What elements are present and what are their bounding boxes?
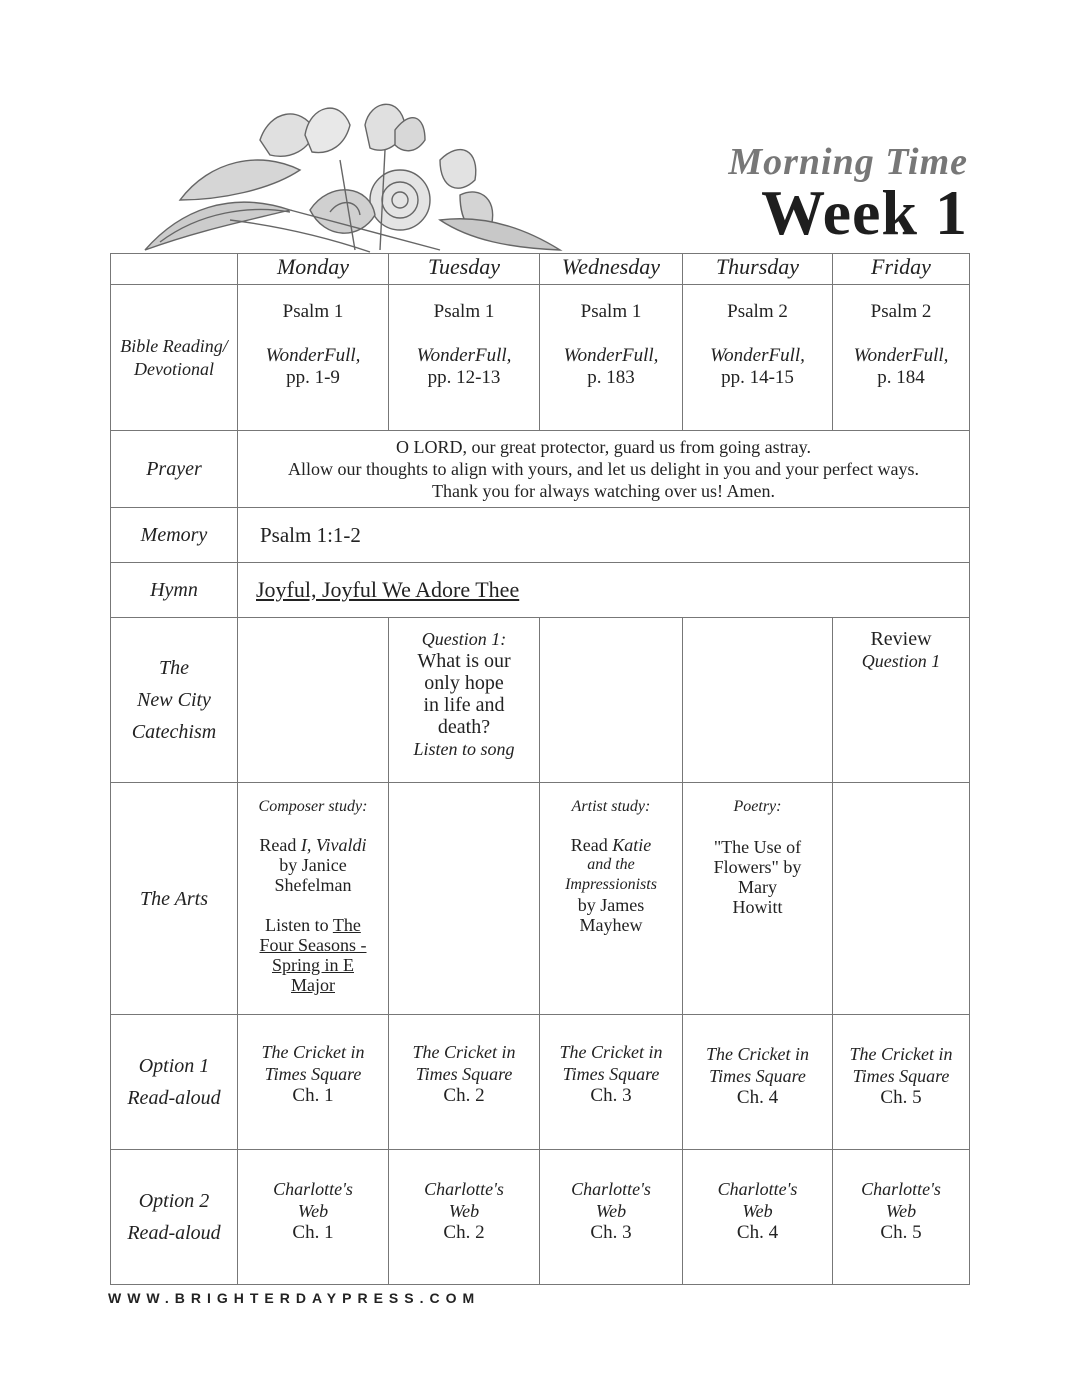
question-number: Question 1 bbox=[861, 651, 941, 671]
arts-cell-monday bbox=[238, 783, 389, 1015]
prayer-line: O LORD, our great protector, guard us from going astray. bbox=[395, 437, 811, 457]
book-title: Web bbox=[742, 1201, 773, 1221]
book-title: Charlotte's bbox=[273, 1179, 353, 1199]
pages-text: pp. 12-13 bbox=[427, 367, 501, 388]
row-label-line: Read-aloud bbox=[127, 1222, 221, 1244]
day-header-thursday: Thursday bbox=[683, 254, 833, 285]
catechism-cell-thursday bbox=[683, 618, 833, 783]
music-link[interactable]: The bbox=[332, 915, 361, 935]
chapter-text: Ch. 1 bbox=[292, 1085, 334, 1106]
book-title: Times Square bbox=[264, 1064, 362, 1084]
memory-verse: Psalm 1:1-2 bbox=[238, 508, 970, 563]
book-title: Charlotte's bbox=[424, 1179, 504, 1199]
row-label-line: Option 2 bbox=[138, 1190, 210, 1212]
day-header-wednesday: Wednesday bbox=[540, 254, 683, 285]
read-text: Read bbox=[259, 835, 301, 855]
poem-line: Mary bbox=[738, 877, 777, 897]
question-number: Question 1: bbox=[421, 629, 507, 649]
book-title: Times Square bbox=[852, 1066, 950, 1086]
author-line: by James bbox=[577, 895, 645, 915]
book-title: The Cricket in bbox=[261, 1042, 365, 1062]
page-title: Week 1 bbox=[761, 177, 968, 248]
pages-text: p. 183 bbox=[587, 367, 635, 388]
arts-listen-line bbox=[238, 915, 388, 935]
memory-row bbox=[111, 508, 970, 563]
psalm-text: Psalm 2 bbox=[727, 301, 788, 322]
bible-cell bbox=[238, 285, 389, 431]
question-line: death? bbox=[437, 716, 491, 738]
row-label-line: Read-aloud bbox=[127, 1087, 221, 1109]
arts-heading: Artist study: bbox=[571, 798, 651, 815]
row-label-line: Catechism bbox=[131, 721, 217, 743]
prayer-line: Thank you for always watching over us! Amen. bbox=[432, 481, 775, 501]
question-line: in life and bbox=[423, 694, 505, 716]
book-title: Web bbox=[448, 1201, 480, 1221]
pages-text: p. 184 bbox=[877, 367, 925, 388]
catechism-cell-monday bbox=[238, 618, 389, 783]
arts-cell-friday bbox=[833, 783, 970, 1015]
book-title: Charlotte's bbox=[571, 1179, 651, 1199]
floral-illustration bbox=[140, 100, 580, 255]
weekly-schedule-table bbox=[110, 253, 970, 1285]
option2-cell bbox=[238, 1150, 389, 1285]
prayer-row bbox=[111, 431, 970, 508]
row-label-line: The bbox=[159, 657, 189, 679]
bible-cell bbox=[833, 285, 970, 431]
book-title: Charlotte's bbox=[861, 1179, 941, 1199]
catechism-row bbox=[111, 618, 970, 783]
book-title: WonderFull, bbox=[563, 345, 659, 366]
option1-cell bbox=[238, 1015, 389, 1150]
row-label-catechism bbox=[111, 618, 238, 783]
row-label-option2 bbox=[111, 1150, 238, 1285]
catechism-cell-friday bbox=[833, 618, 970, 783]
option2-row bbox=[111, 1150, 970, 1285]
option2-cell bbox=[540, 1150, 683, 1285]
chapter-text: Ch. 2 bbox=[443, 1085, 485, 1106]
chapter-text: Ch. 5 bbox=[880, 1222, 922, 1243]
arts-row bbox=[111, 783, 970, 1015]
book-title: The Cricket in bbox=[706, 1044, 809, 1064]
pages-text: pp. 1-9 bbox=[286, 367, 340, 388]
author-line: Shefelman bbox=[274, 875, 352, 895]
question-line: only hope bbox=[424, 672, 504, 694]
book-title: The Cricket in bbox=[849, 1044, 953, 1064]
book-title: Web bbox=[297, 1201, 329, 1221]
pages-text: pp. 14-15 bbox=[721, 367, 794, 388]
book-title: WonderFull, bbox=[710, 345, 805, 366]
listen-text: Listen to bbox=[265, 915, 333, 935]
hymn-link[interactable]: Joyful, Joyful We Adore Thee bbox=[256, 577, 520, 602]
psalm-text: Psalm 2 bbox=[870, 301, 932, 322]
chapter-text: Ch. 3 bbox=[590, 1085, 632, 1106]
row-label-line: Bible Reading/ bbox=[120, 335, 228, 356]
book-title: The Cricket in bbox=[559, 1042, 663, 1062]
chapter-text: Ch. 1 bbox=[292, 1222, 334, 1243]
book-title: I, Vivaldi bbox=[300, 835, 367, 855]
book-title: WonderFull, bbox=[416, 345, 512, 366]
prayer-text bbox=[238, 431, 970, 508]
book-title: Times Square bbox=[709, 1066, 806, 1086]
book-title: Impressionists bbox=[565, 876, 657, 893]
option1-cell bbox=[683, 1015, 833, 1150]
row-label-bible bbox=[111, 285, 238, 431]
arts-heading: Poetry: bbox=[733, 798, 782, 815]
read-text: Read bbox=[570, 835, 613, 855]
book-title: Times Square bbox=[562, 1064, 660, 1084]
arts-read-line bbox=[238, 835, 388, 855]
chapter-text: Ch. 4 bbox=[736, 1087, 779, 1108]
hymn-row bbox=[111, 563, 970, 618]
row-label-line: Devotional bbox=[134, 358, 214, 379]
psalm-text: Psalm 1 bbox=[282, 301, 344, 322]
day-header-friday: Friday bbox=[833, 254, 970, 285]
corner-cell bbox=[111, 254, 238, 285]
poem-line: Howitt bbox=[732, 897, 783, 917]
option1-cell bbox=[540, 1015, 683, 1150]
music-link[interactable]: Four Seasons - bbox=[259, 935, 367, 955]
poem-line: Flowers" by bbox=[713, 857, 802, 877]
book-title: Times Square bbox=[415, 1064, 513, 1084]
option2-cell bbox=[389, 1150, 540, 1285]
book-title: WonderFull, bbox=[265, 345, 361, 366]
catechism-cell-tuesday bbox=[389, 618, 540, 783]
author-line: by Janice bbox=[279, 855, 347, 875]
arts-heading: Composer study: bbox=[258, 798, 368, 815]
book-title: Charlotte's bbox=[717, 1179, 798, 1199]
footer-url[interactable]: WWW.BRIGHTERDAYPRESS.COM bbox=[108, 1290, 481, 1306]
poem-line: "The Use of bbox=[713, 837, 802, 857]
arts-cell-thursday bbox=[683, 783, 833, 1015]
option1-row bbox=[111, 1015, 970, 1150]
row-label-line: Option 1 bbox=[138, 1055, 210, 1077]
option2-cell bbox=[833, 1150, 970, 1285]
bible-cell bbox=[540, 285, 683, 431]
header-row bbox=[111, 254, 970, 285]
music-link[interactable]: Spring in E bbox=[271, 955, 354, 975]
chapter-text: Ch. 3 bbox=[590, 1222, 632, 1243]
author-line: Mayhew bbox=[579, 915, 643, 935]
option1-cell bbox=[833, 1015, 970, 1150]
book-title: Web bbox=[595, 1201, 627, 1221]
arts-cell-tuesday bbox=[389, 783, 540, 1015]
book-title: WonderFull, bbox=[853, 345, 949, 366]
day-header-monday: Monday bbox=[238, 254, 389, 285]
page-subtitle: Morning Time bbox=[728, 141, 968, 183]
chapter-text: Ch. 4 bbox=[736, 1222, 779, 1243]
row-label-option1 bbox=[111, 1015, 238, 1150]
row-label-arts: The Arts bbox=[111, 783, 238, 1015]
review-text: Review bbox=[870, 628, 932, 650]
listen-to-song: Listen to song bbox=[413, 739, 515, 759]
row-label-line: New City bbox=[137, 689, 211, 711]
chapter-text: Ch. 2 bbox=[443, 1222, 485, 1243]
row-label-prayer: Prayer bbox=[111, 431, 238, 508]
catechism-cell-wednesday bbox=[540, 618, 683, 783]
psalm-text: Psalm 1 bbox=[433, 301, 495, 322]
psalm-text: Psalm 1 bbox=[580, 301, 642, 322]
arts-read-line bbox=[540, 835, 682, 855]
chapter-text: Ch. 5 bbox=[880, 1087, 922, 1108]
book-title: and the bbox=[587, 856, 635, 873]
row-label-hymn: Hymn bbox=[111, 563, 238, 618]
hymn-cell bbox=[238, 563, 970, 618]
music-link[interactable]: Major bbox=[291, 975, 335, 995]
book-title: The Cricket in bbox=[412, 1042, 516, 1062]
question-line: What is our bbox=[417, 650, 511, 672]
bible-cell bbox=[389, 285, 540, 431]
bible-reading-row bbox=[111, 285, 970, 431]
book-title: Web bbox=[885, 1201, 917, 1221]
prayer-line: Allow our thoughts to align with yours, and let us delight in you and your perfect ways. bbox=[288, 459, 919, 479]
option1-cell bbox=[389, 1015, 540, 1150]
day-header-tuesday: Tuesday bbox=[389, 254, 540, 285]
option2-cell bbox=[683, 1150, 833, 1285]
book-title: Katie bbox=[612, 835, 652, 855]
arts-cell-wednesday bbox=[540, 783, 683, 1015]
bible-cell bbox=[683, 285, 833, 431]
row-label-memory: Memory bbox=[111, 508, 238, 563]
